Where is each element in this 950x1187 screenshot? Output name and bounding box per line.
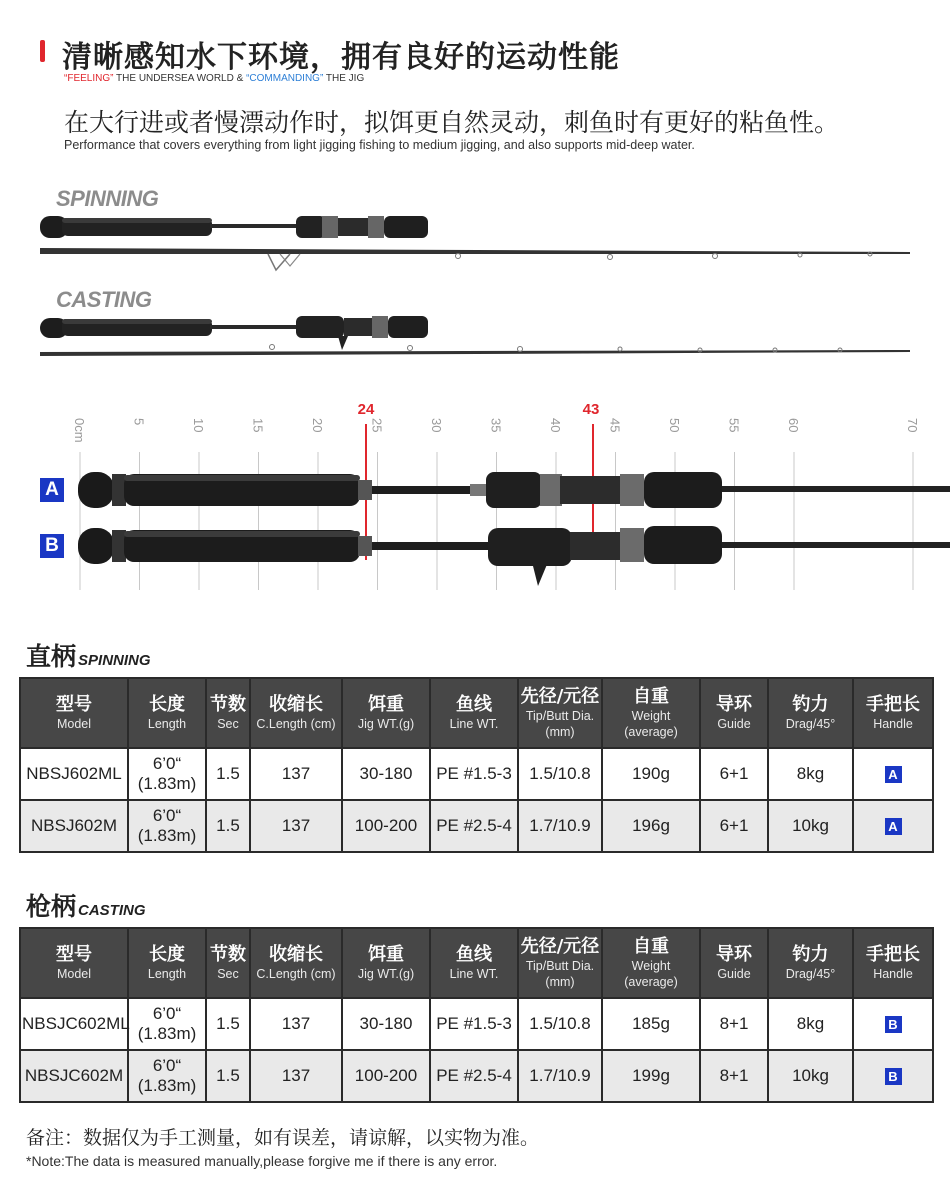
cell-weight: 190g	[602, 748, 700, 800]
ruler-tick-label: 0cm	[72, 418, 87, 443]
column-header-en: Model	[56, 967, 92, 981]
cell-length	[128, 748, 206, 800]
cell-handle	[853, 800, 933, 852]
column-header	[342, 928, 430, 998]
spinning-spec-table	[19, 677, 934, 853]
cell-length-part: 6’0“	[152, 754, 182, 773]
column-header-cn: 导环	[716, 694, 752, 715]
intro-text-cn: 在大行进或者慢漂动作时，拟饵更自然灵动，刺鱼时有更好的粘鱼性。	[64, 108, 840, 137]
column-header-en: Guide	[717, 967, 751, 981]
column-header-en: Drag/45°	[785, 717, 836, 731]
casting-heading-cn: 枪柄	[26, 892, 77, 921]
column-header-en: Length	[147, 967, 187, 981]
cell-sec: 1.5	[206, 1050, 250, 1102]
casting-label: CASTING	[56, 287, 152, 312]
cell-model: NBSJ602M	[20, 800, 128, 852]
column-header-en: Handle	[873, 717, 913, 731]
column-header-en: Weight	[631, 709, 671, 723]
column-header-en: Weight	[631, 959, 671, 973]
cell-length	[128, 800, 206, 852]
cell-drag: 10kg	[768, 1050, 853, 1102]
column-header	[602, 678, 700, 748]
column-header-cn: 钓力	[792, 944, 829, 965]
column-header-en-2: (average)	[624, 725, 678, 739]
handle-badge: B	[885, 1016, 902, 1033]
column-header-en: Tip/Butt Dia.	[525, 959, 595, 973]
column-header-en: Jig WT.(g)	[357, 717, 415, 731]
column-header-cn: 手把长	[866, 944, 920, 965]
column-header-cn: 长度	[149, 944, 185, 965]
handle-a-image	[78, 472, 950, 508]
column-header-cn: 饵重	[368, 944, 404, 965]
spinning-heading-en: SPINNING	[78, 652, 151, 669]
column-header-en: Tip/Butt Dia.	[525, 709, 595, 723]
cell-weight: 199g	[602, 1050, 700, 1102]
column-header-cn: 自重	[633, 936, 669, 957]
note-en: *Note:The data is measured manually,please forgive me if there is any error.	[26, 1153, 498, 1169]
cell-guide: 8+1	[700, 998, 768, 1050]
column-header	[430, 928, 518, 998]
table-row	[20, 998, 933, 1050]
column-header	[206, 678, 250, 748]
column-header-cn: 收缩长	[269, 694, 323, 715]
column-header-en: Drag/45°	[785, 967, 836, 981]
column-header-cn: 钓力	[792, 694, 829, 715]
cell-model: NBSJ602ML	[20, 748, 128, 800]
handle-badge: A	[885, 818, 902, 835]
handle-b-image	[78, 526, 950, 586]
note-cn: 备注：数据仅为手工测量，如有误差，请谅解，以实物为准。	[26, 1127, 540, 1149]
column-header	[342, 678, 430, 748]
cell-guide: 6+1	[700, 800, 768, 852]
ruler-tick-label: 30	[429, 418, 444, 433]
cell-dia: 1.7/10.9	[518, 800, 602, 852]
ruler-tick-label: 15	[250, 418, 266, 433]
column-header	[853, 928, 933, 998]
cell-jig: 100-200	[342, 1050, 430, 1102]
cell-length-part: (1.83m)	[137, 826, 197, 845]
column-header-cn: 收缩长	[269, 944, 323, 965]
table-row	[20, 800, 933, 852]
column-header-cn: 鱼线	[456, 944, 492, 965]
cell-drag: 8kg	[768, 748, 853, 800]
cell-guide: 8+1	[700, 1050, 768, 1102]
marker-label-24: 24	[357, 401, 375, 418]
handle-label-b: B	[40, 534, 64, 558]
column-header-en: C.Length (cm)	[256, 967, 336, 981]
column-header-cn: 饵重	[368, 694, 404, 715]
column-header-en: C.Length (cm)	[256, 717, 336, 731]
table-row	[20, 748, 933, 800]
cell-clength: 137	[250, 748, 342, 800]
cell-jig: 30-180	[342, 748, 430, 800]
cell-length-part: (1.83m)	[137, 774, 197, 793]
column-header	[20, 678, 128, 748]
column-header-en: Length	[147, 717, 187, 731]
handle-badge: A	[885, 766, 902, 783]
column-header-cn: 自重	[633, 686, 669, 707]
ruler-tick-label: 70	[905, 418, 920, 433]
column-header	[768, 928, 853, 998]
cell-length-part: 6’0“	[152, 1056, 182, 1075]
column-header-en: Line WT.	[449, 717, 499, 731]
column-header-en: Sec	[217, 967, 239, 981]
column-header	[602, 928, 700, 998]
subtitle-middle: THE UNDERSEA WORLD &	[113, 73, 247, 84]
column-header-en: Model	[56, 717, 92, 731]
subtitle-commanding: “COMMANDING”	[246, 73, 324, 84]
ruler-tick-label: 40	[548, 418, 563, 433]
column-header	[853, 678, 933, 748]
cell-length-part: 6’0“	[152, 1004, 182, 1023]
cell-line: PE #1.5-3	[430, 998, 518, 1050]
cell-length	[128, 1050, 206, 1102]
ruler-tick-label: 5	[131, 418, 147, 426]
ruler-tick-label: 45	[607, 418, 623, 433]
cell-weight: 185g	[602, 998, 700, 1050]
column-header	[518, 928, 602, 998]
ruler-tick-label: 60	[786, 418, 801, 433]
cell-drag: 10kg	[768, 800, 853, 852]
column-header-cn: 手把长	[866, 694, 920, 715]
cell-jig: 100-200	[342, 800, 430, 852]
cell-line: PE #2.5-4	[430, 1050, 518, 1102]
spinning-heading-cn: 直柄	[26, 642, 77, 671]
table-row	[20, 1050, 933, 1102]
cell-length-part: (1.83m)	[137, 1024, 197, 1043]
column-header-en: Jig WT.(g)	[357, 967, 415, 981]
column-header-cn: 型号	[56, 694, 92, 715]
column-header	[430, 678, 518, 748]
ruler-tick-label: 20	[310, 418, 325, 433]
handle-label-a: A	[40, 478, 64, 502]
column-header-en-2: (mm)	[545, 725, 575, 739]
column-header-cn: 先径/元径	[520, 686, 600, 707]
column-header	[206, 928, 250, 998]
casting-table-header	[20, 928, 933, 998]
cell-dia: 1.7/10.9	[518, 1050, 602, 1102]
column-header	[700, 928, 768, 998]
column-header	[250, 928, 342, 998]
column-header-cn: 长度	[149, 694, 185, 715]
column-header-en-2: (average)	[624, 975, 678, 989]
cell-length	[128, 998, 206, 1050]
cell-handle	[853, 1050, 933, 1102]
casting-section-heading	[26, 887, 146, 923]
column-header	[518, 678, 602, 748]
cell-weight: 196g	[602, 800, 700, 852]
column-header-cn: 节数	[210, 944, 246, 965]
column-header-cn: 鱼线	[456, 694, 492, 715]
column-header-en-2: (mm)	[545, 975, 575, 989]
cell-length-part: (1.83m)	[137, 1076, 197, 1095]
cell-drag: 8kg	[768, 998, 853, 1050]
column-header-cn: 导环	[716, 944, 752, 965]
spinning-table-header	[20, 678, 933, 748]
ruler-tick-label: 50	[667, 418, 682, 433]
cell-clength: 137	[250, 800, 342, 852]
column-header-en: Handle	[873, 967, 913, 981]
column-header-en: Line WT.	[449, 967, 499, 981]
intro-text-en: Performance that covers everything from light jigging fishing to medium jigging, and also supports mid-deep water.	[64, 138, 695, 152]
column-header	[20, 928, 128, 998]
handle-badge: B	[885, 1068, 902, 1085]
cell-sec: 1.5	[206, 998, 250, 1050]
cell-handle	[853, 998, 933, 1050]
column-header	[768, 678, 853, 748]
ruler-tick-label: 25	[369, 418, 385, 433]
subtitle-end: THE JIG	[323, 73, 365, 84]
cell-sec: 1.5	[206, 800, 250, 852]
column-header-cn: 先径/元径	[520, 936, 600, 957]
column-header-en: Guide	[717, 717, 751, 731]
cell-dia: 1.5/10.8	[518, 998, 602, 1050]
column-header	[250, 678, 342, 748]
cell-guide: 6+1	[700, 748, 768, 800]
column-header-cn: 节数	[210, 694, 246, 715]
cell-dia: 1.5/10.8	[518, 748, 602, 800]
ruler-tick-label: 35	[488, 418, 504, 433]
spinning-section-heading	[26, 637, 151, 673]
column-header-cn: 型号	[56, 944, 92, 965]
casting-heading-en: CASTING	[78, 902, 146, 919]
column-header	[128, 678, 206, 748]
column-header-en: Sec	[217, 717, 239, 731]
casting-spec-table	[19, 927, 934, 1103]
spinning-label: SPINNING	[56, 186, 159, 211]
cell-model: NBSJC602ML	[20, 998, 128, 1050]
ruler-tick-label: 10	[191, 418, 206, 433]
cell-clength: 137	[250, 1050, 342, 1102]
ruler-tick-label: 55	[726, 418, 742, 433]
column-header	[700, 678, 768, 748]
cell-handle	[853, 748, 933, 800]
cell-clength: 137	[250, 998, 342, 1050]
cell-line: PE #2.5-4	[430, 800, 518, 852]
cell-length-part: 6’0“	[152, 806, 182, 825]
cell-sec: 1.5	[206, 748, 250, 800]
cell-model: NBSJC602M	[20, 1050, 128, 1102]
column-header	[128, 928, 206, 998]
cell-line: PE #1.5-3	[430, 748, 518, 800]
page-title: 清晰感知水下环境，拥有良好的运动性能	[62, 40, 620, 75]
marker-label-43: 43	[582, 401, 600, 418]
cell-jig: 30-180	[342, 998, 430, 1050]
subtitle-feeling: “FEELING”	[64, 73, 114, 84]
